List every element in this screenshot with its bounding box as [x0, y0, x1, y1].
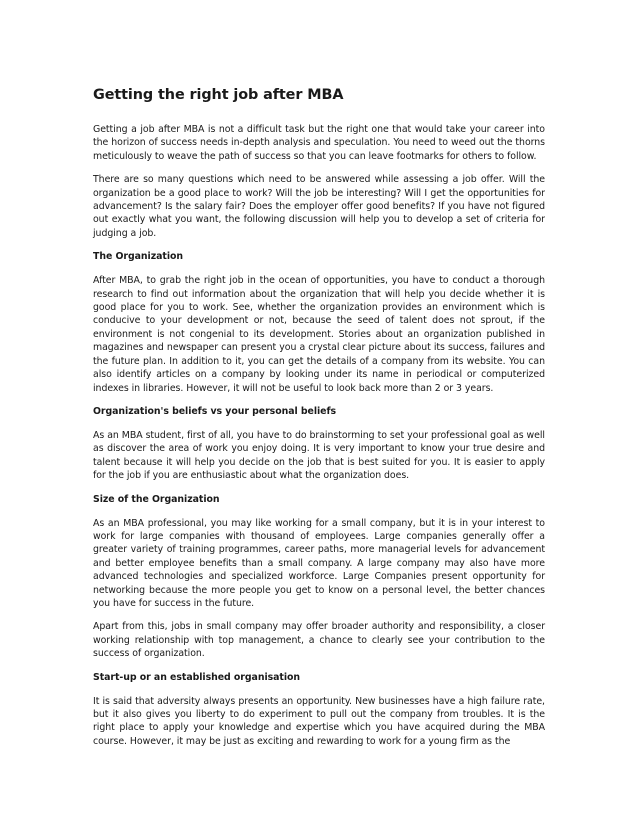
organization-paragraph: After MBA, to grab the right job in the ocean of opportunities, you have to conduct a thorough research to find out information about the organization that will help you decide whether it is good place for you to work. See, whether the organization provides an environment which is conducive to your development or not, because the seed of talent does not sprout, if the environment is not congenial to its development. Stories about an organization published in magazines and newspaper can present you a crystal clear picture about its success, failures and the future plan. In addition to it, you can get the details of a company from its website. You can also identify articles on a company by looking under its name in periodical or computerized indexes in libraries. However, it will not be useful to look back more than 2 or 3 years.: [93, 275, 545, 394]
size-paragraph-1: As an MBA professional, you may like working for a small company, but it is in your interest to work for large companies with thousand of employees. Large companies generally offer a greater variety of training programmes, career paths, more managerial levels for advancement and better employee benefits than a small company. A large company may also have more advanced technologies and specialized workforce. Large Companies present opportunity for networking because the more people you get to know on a personal level, the better chances you have for success in the future.: [93, 517, 545, 609]
startup-paragraph: It is said that adversity always presents an opportunity. New businesses have a high failure rate, but it also gives you liberty to do experiment to pull out the company from troubles. It is the right place to apply your knowledge and expertise which you have acquired during the MBA course. However, it may be just as exciting and rewarding to work for a young firm as the: [93, 695, 545, 747]
section-heading-startup: Start-up or an established organisation: [93, 671, 301, 683]
intro-paragraph-1: Getting a job after MBA is not a difficult task but the right one that would take your career into the horizon of success needs in-depth analysis and speculation. You need to weed out the thorns meticulously to weave the path of success so that you can leave footmarks for others to follow.: [93, 124, 545, 162]
section-heading-beliefs: Organization's beliefs vs your personal beliefs: [93, 405, 337, 417]
document-page: [93, 86, 545, 758]
size-paragraph-2: Apart from this, jobs in small company may offer broader authority and responsibility, a closer working relationship with top management, a chance to clearly see your contribution to the success of organization.: [93, 621, 545, 660]
beliefs-paragraph: As an MBA student, first of all, you have to do brainstorming to set your professional goal as well as discover the area of work you enjoy doing. It is very important to know your true desire and talent because it will help you decide on the job that is best suited for you. It is easier to apply for the job if you are enthusiastic about what the organization does.: [93, 429, 545, 482]
intro-paragraph-2: There are so many questions which need to be answered while assessing a job offer. Will the organization be a good place to work? Will the job be interesting? Will I get the opportunities for advancement? Is the salary fair? Does the employer offer good benefits? If you have not figured out exactly what you want, the following discussion will help you to develop a set of criteria for judging a job.: [93, 174, 545, 239]
section-heading-size: Size of the Organization: [93, 493, 220, 505]
document-title: Getting the right job after MBA: [93, 87, 344, 103]
section-heading-organization: The Organization: [93, 251, 184, 263]
